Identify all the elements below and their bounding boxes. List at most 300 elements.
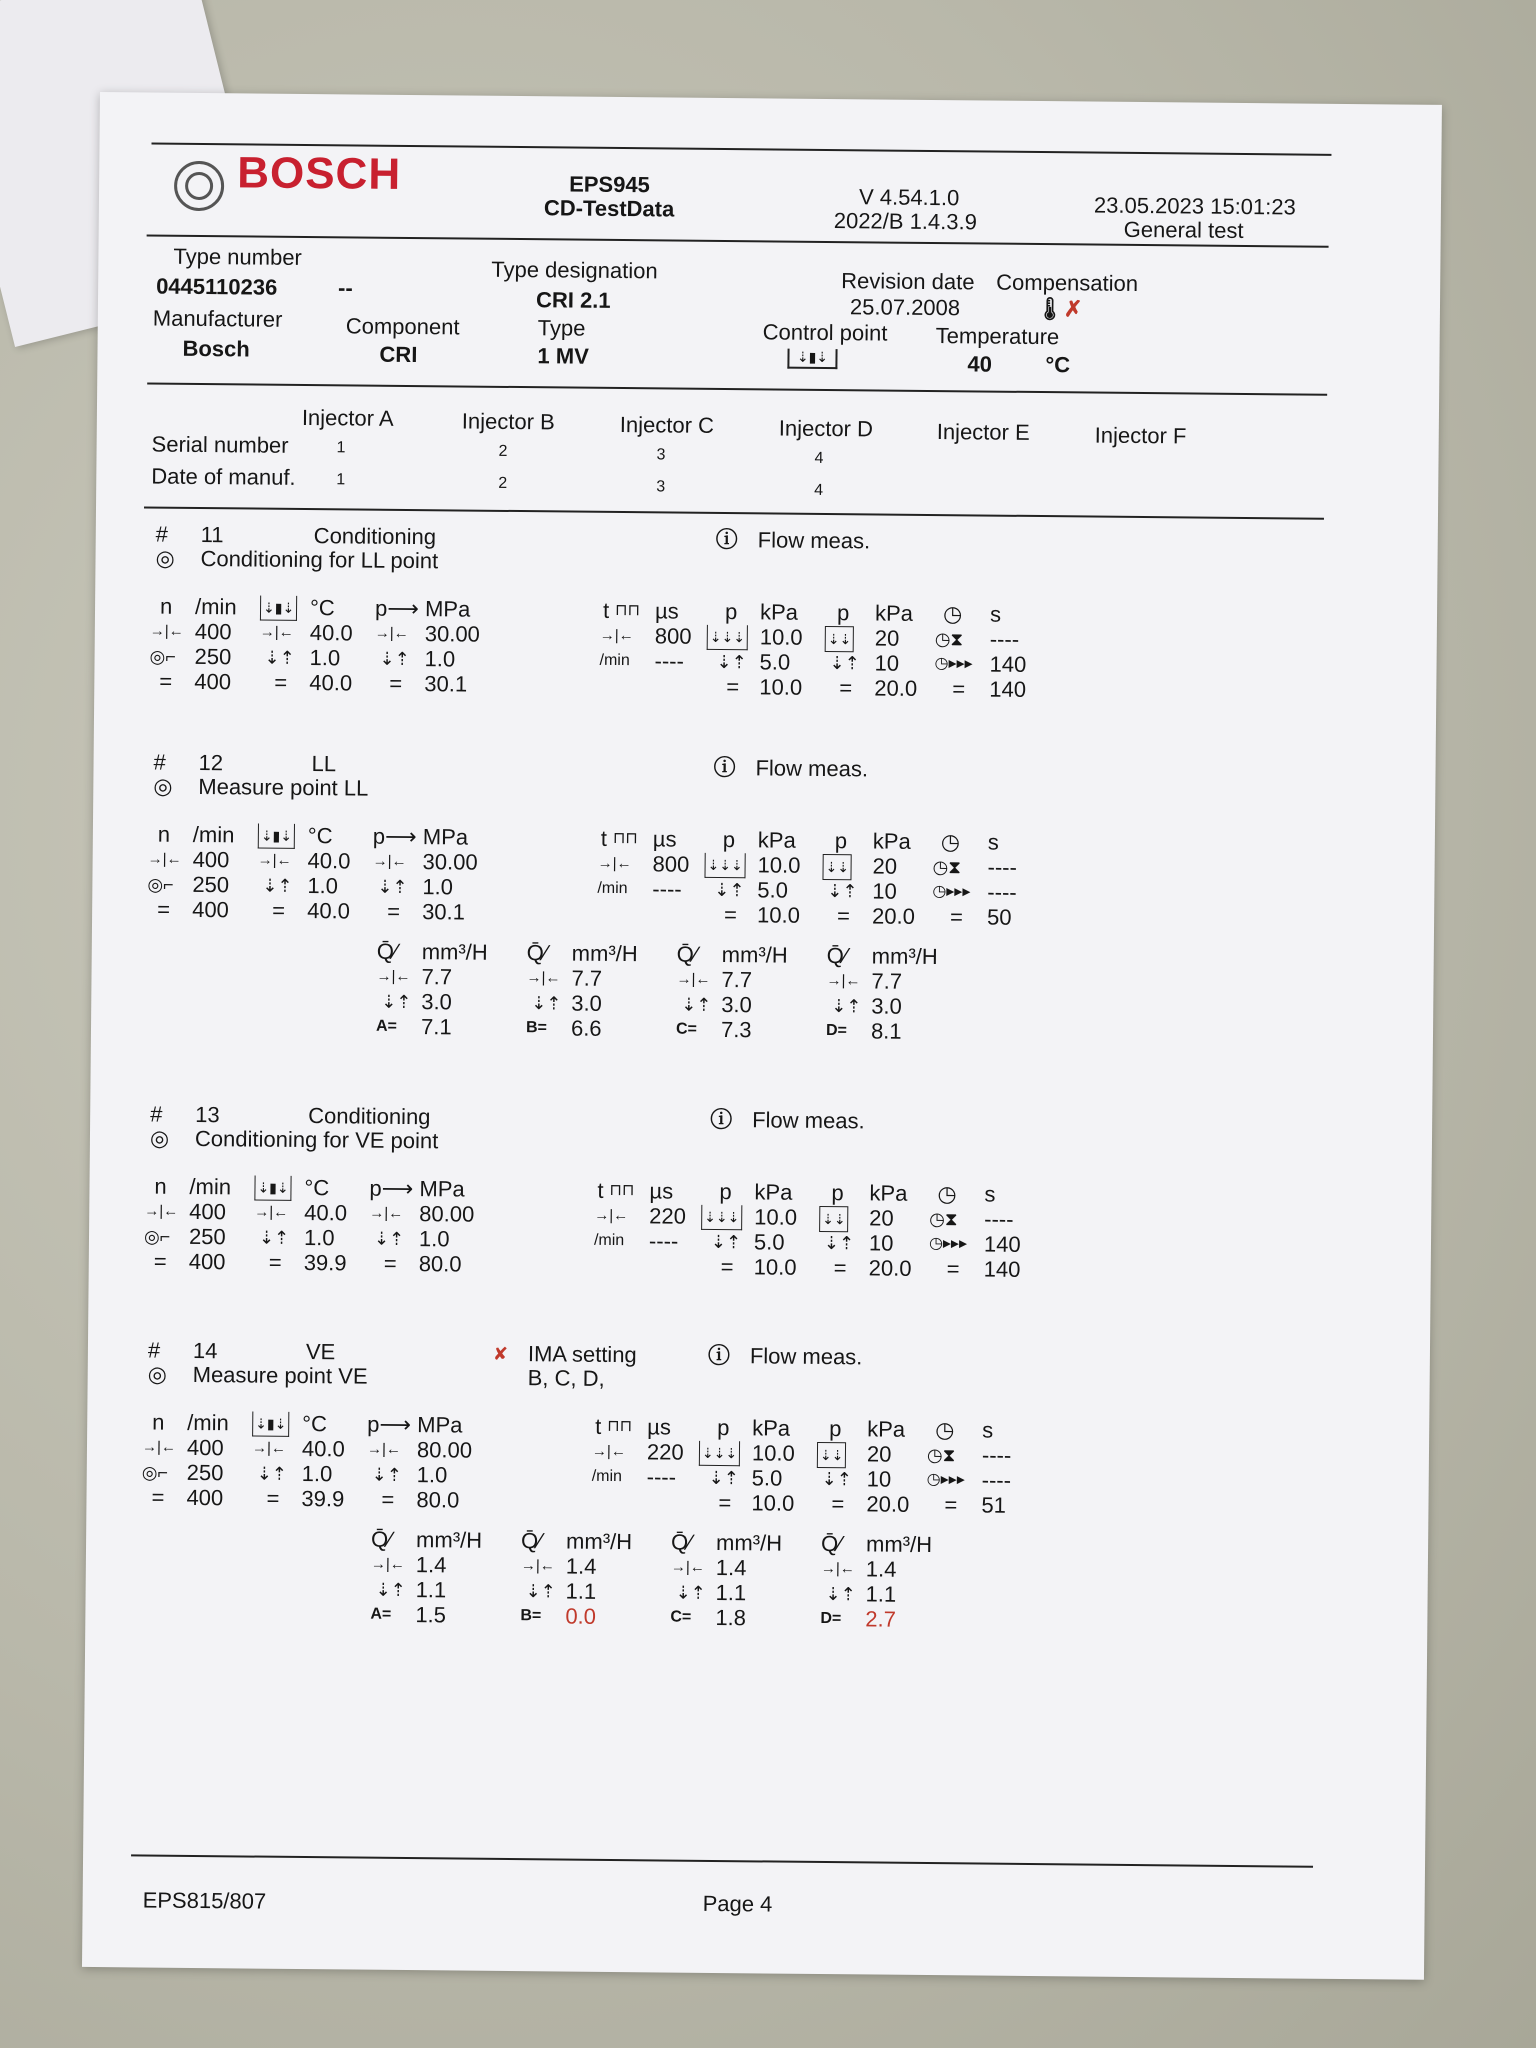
equals-icon: = xyxy=(833,1255,847,1281)
pressure-a-value: 10.0 xyxy=(759,624,803,650)
pressure-a-unit: kPa xyxy=(754,1179,793,1205)
inj-time-unit: µs xyxy=(649,1178,674,1204)
clock-hourglass-icon: ◷⧗ xyxy=(932,857,962,878)
equals-icon: = xyxy=(831,1491,845,1517)
ima-setting-list: B, C, D, xyxy=(527,1365,605,1391)
pressure-b-value: 20 xyxy=(874,625,900,651)
pressure-b-value: 10 xyxy=(874,650,900,676)
pressure-unit: MPa xyxy=(419,1176,465,1202)
clock-icon: ◷ xyxy=(937,1181,957,1207)
time-unit: s xyxy=(982,1417,994,1443)
temperature-value: 40.0 xyxy=(307,848,351,874)
tolerance-icon: ⇣⇡ xyxy=(377,876,408,897)
pressure-b-unit: kPa xyxy=(867,1416,906,1442)
pressure-a-unit: kPa xyxy=(757,827,796,853)
tolerance-icon: ⇣⇡ xyxy=(373,1228,405,1249)
inj-time-unit: µs xyxy=(647,1414,672,1440)
speed-head: n xyxy=(154,1173,167,1199)
speed-head: n xyxy=(152,1409,165,1435)
quantity-tolerance: 3.0 xyxy=(421,989,452,1015)
pressure-b-unit: kPa xyxy=(872,828,911,854)
pressure-value: 1.0 xyxy=(422,874,454,900)
quantity-tolerance: 3.0 xyxy=(721,992,752,1018)
time-value: 140 xyxy=(983,1231,1021,1257)
pressure-value: 80.00 xyxy=(419,1201,475,1227)
temperature-value: 39.9 xyxy=(301,1485,345,1512)
time-value: 140 xyxy=(989,676,1027,702)
nominal-icon: →|← xyxy=(149,622,184,640)
clock-icon: ◷ xyxy=(942,601,963,627)
date-c: 3 xyxy=(656,478,666,496)
equals-icon: = xyxy=(383,1250,397,1276)
quantity-unit: mm³/H xyxy=(421,939,488,965)
temperature-label: Temperature xyxy=(935,323,1060,350)
speed-value: 250 xyxy=(188,1223,226,1250)
quantity-icon: Q̄⁄ xyxy=(670,1529,693,1555)
pressure-head-icon: p⟶ xyxy=(369,1175,414,1202)
per-min-label: /min xyxy=(593,1231,625,1250)
pressure-value: 30.1 xyxy=(422,899,466,925)
quantity-unit: mm³/H xyxy=(715,1529,783,1556)
quantity-measured-label: B= xyxy=(520,1607,542,1625)
equals-icon: = xyxy=(157,896,171,922)
per-min-label: /min xyxy=(591,1467,623,1486)
test-kind: General test xyxy=(1123,216,1244,243)
pressure-a-unit: kPa xyxy=(759,599,799,625)
pump-icon: ◎ xyxy=(149,1125,170,1151)
quantity-icon: Q̄⁄ xyxy=(371,1526,393,1552)
pump-icon: ◎ xyxy=(155,545,175,571)
nominal-icon: →|← xyxy=(526,969,561,987)
type-value: 1 MV xyxy=(537,343,589,369)
pressure-value: 80.0 xyxy=(418,1251,462,1277)
step-name: Conditioning xyxy=(308,1103,431,1130)
temperature-value: 39.9 xyxy=(303,1250,347,1276)
per-min-label: /min xyxy=(599,651,630,670)
pressure-b-value: 20.0 xyxy=(866,1491,910,1517)
manufacturer: Bosch xyxy=(182,335,250,362)
tolerance-icon: ⇣⇡ xyxy=(379,648,410,669)
return-pressure-icon: ⇣⇣ xyxy=(822,854,852,880)
clock-run-icon: ◷▸▸▸ xyxy=(926,1471,965,1489)
rail-pressure-icon: ⇣⇣⇣ xyxy=(701,1205,742,1230)
clock-hourglass-icon: ◷⧗ xyxy=(926,1445,956,1466)
speed-value: 400 xyxy=(192,846,230,873)
pressure-a-value: 5.0 xyxy=(753,1229,785,1255)
temperature-unit: °C xyxy=(304,1175,330,1201)
inj-time-value: ---- xyxy=(646,1464,677,1490)
nominal-icon: →|← xyxy=(820,1559,855,1578)
nominal-icon: →|← xyxy=(251,1439,286,1457)
speed-ramp-icon: ◎⌐ xyxy=(143,1226,171,1247)
injector-e-header: Injector E xyxy=(936,419,1030,445)
temperature-value: 40.0 xyxy=(304,1200,348,1226)
pump-icon: ◎ xyxy=(147,1361,168,1387)
speed-value: 400 xyxy=(188,1248,226,1275)
speed-ramp-icon: ◎⌐ xyxy=(147,874,174,895)
quantity-unit: mm³/H xyxy=(865,1531,933,1558)
equals-icon: = xyxy=(151,1484,165,1510)
serial-d: 4 xyxy=(814,449,824,467)
pressure-b-value: 20 xyxy=(869,1205,894,1231)
pressure-a-value: 5.0 xyxy=(759,649,791,675)
divider xyxy=(147,382,1327,395)
quantity-tolerance: 3.0 xyxy=(571,990,602,1016)
temperature: 40 xyxy=(967,351,993,377)
equals-icon: = xyxy=(726,674,740,700)
speed-head: n xyxy=(159,593,173,619)
clock-icon: ◷ xyxy=(940,829,961,855)
tolerance-icon: ⇣⇡ xyxy=(716,651,747,673)
tolerance-icon: ⇣⇡ xyxy=(831,996,862,1017)
revision-date: 25.07.2008 xyxy=(849,294,961,321)
pressure-a-head: p xyxy=(722,827,736,853)
version: V 4.54.1.0 xyxy=(858,184,960,211)
quantity-measured-value: 1.8 xyxy=(715,1604,747,1631)
pressure-b-head: p xyxy=(834,828,848,854)
quantity-unit: mm³/H xyxy=(871,943,938,970)
inj-time-head: t xyxy=(597,1177,604,1203)
flow-meter-icon: ⓘ xyxy=(707,1342,731,1369)
footer-device: EPS815/807 xyxy=(142,1887,267,1914)
divider xyxy=(144,506,1324,519)
temperature-value: 40.0 xyxy=(307,898,351,924)
speed-value: 250 xyxy=(186,1459,224,1486)
pressure-b-head: p xyxy=(836,600,850,626)
tolerance-icon: ⇣⇡ xyxy=(262,875,293,896)
pressure-unit: MPa xyxy=(424,596,471,622)
tolerance-icon: ⇣⇡ xyxy=(825,1584,856,1605)
temperature-sensor-icon: ⇣▮⇣ xyxy=(258,824,295,849)
divider xyxy=(131,1854,1313,1867)
speed-value: 400 xyxy=(192,896,229,923)
revision-label: Revision date xyxy=(841,268,975,295)
equals-icon: = xyxy=(274,669,288,695)
equals-icon: = xyxy=(720,1254,734,1280)
per-min-label: /min xyxy=(597,879,628,898)
type-designation-label: Type designation xyxy=(491,256,658,284)
flow-meas-label: Flow meas. xyxy=(752,1107,865,1134)
tolerance-icon: ⇣⇡ xyxy=(827,881,858,902)
step-description: Measure point VE xyxy=(192,1361,368,1389)
date-b: 2 xyxy=(498,474,508,492)
tolerance-icon: ⇣⇡ xyxy=(675,1582,706,1603)
quantity-measured-value: 7.3 xyxy=(720,1017,752,1043)
nominal-icon: →|← xyxy=(144,1202,179,1220)
quantity-icon: Q̄⁄ xyxy=(820,1530,843,1557)
return-pressure-icon: ⇣⇣ xyxy=(819,1206,849,1232)
temperature-value: 40.0 xyxy=(309,670,353,696)
speed-unit: /min xyxy=(192,821,235,848)
pressure-unit: MPa xyxy=(422,824,469,850)
speed-unit: /min xyxy=(194,593,237,620)
equals-icon: = xyxy=(387,898,401,924)
step-hash: # xyxy=(155,521,169,547)
step-number: 13 xyxy=(195,1101,220,1128)
nominal-icon: →|← xyxy=(591,1442,626,1461)
bosch-logo-icon xyxy=(174,161,224,211)
pulse-icon: ⊓⊓ xyxy=(609,1181,635,1200)
quantity-nominal: 7.7 xyxy=(571,965,603,991)
flow-meas-label: Flow meas. xyxy=(757,527,871,554)
pressure-b-value: 20.0 xyxy=(868,1255,912,1281)
pressure-unit: MPa xyxy=(417,1412,463,1438)
temperature-sensor-icon: ⇣▮⇣ xyxy=(260,596,297,621)
pressure-a-value: 10.0 xyxy=(751,1440,795,1466)
flow-meter-icon: ⓘ xyxy=(715,526,738,553)
nominal-icon: →|← xyxy=(826,972,861,990)
pressure-a-unit: kPa xyxy=(752,1415,791,1441)
inj-time-head: t xyxy=(600,825,608,851)
pressure-b-value: 10 xyxy=(872,878,897,904)
pressure-head-icon: p⟶ xyxy=(374,595,419,622)
quantity-nominal: 1.4 xyxy=(715,1554,747,1581)
quantity-measured-value: 7.1 xyxy=(420,1014,452,1040)
pressure-a-head: p xyxy=(719,1178,732,1205)
speed-value: 250 xyxy=(194,643,232,670)
time-value: 50 xyxy=(987,904,1012,930)
equals-icon: = xyxy=(950,904,964,930)
control-point-label: Control point xyxy=(762,319,888,346)
time-unit: s xyxy=(987,829,999,855)
tolerance-icon: ⇣⇡ xyxy=(823,1233,855,1254)
speed-value: 400 xyxy=(186,1484,224,1511)
pressure-b-value: 20 xyxy=(872,853,898,879)
time-unit: s xyxy=(989,601,1002,627)
clock-run-icon: ◷▸▸▸ xyxy=(934,655,973,673)
nominal-icon: →|← xyxy=(372,852,407,870)
injector-b-header: Injector B xyxy=(461,408,555,435)
equals-icon: = xyxy=(837,903,851,929)
equals-icon: = xyxy=(272,897,286,923)
serial-b: 2 xyxy=(498,442,508,460)
ima-setting-label: IMA setting xyxy=(527,1341,637,1368)
equals-icon: = xyxy=(266,1485,280,1511)
return-pressure-icon: ⇣⇣ xyxy=(817,1442,847,1468)
temperature-value: 1.0 xyxy=(303,1225,335,1251)
nominal-icon: →|← xyxy=(599,626,634,645)
tolerance-icon: ⇣⇡ xyxy=(531,993,562,1014)
nominal-icon: →|← xyxy=(374,624,409,642)
pressure-b-value: 10 xyxy=(866,1466,892,1492)
component-label: Component xyxy=(345,313,460,340)
speed-value: 250 xyxy=(192,871,230,898)
pressure-b-value: 10 xyxy=(868,1230,894,1256)
nominal-icon: →|← xyxy=(369,1204,404,1222)
date-of-manuf-label: Date of manuf. xyxy=(151,463,296,490)
time-value: ---- xyxy=(981,1442,1012,1468)
equals-icon: = xyxy=(389,670,403,696)
inj-time-value: 800 xyxy=(652,851,690,877)
equals-icon: = xyxy=(839,675,853,701)
temperature-sensor-icon: ⇣▮⇣ xyxy=(252,1412,289,1437)
tolerance-icon: ⇣⇡ xyxy=(256,1463,288,1484)
type-label: Type xyxy=(537,315,586,341)
manufacturer-label: Manufacturer xyxy=(152,305,283,332)
quantity-icon: Q̄⁄ xyxy=(526,940,548,966)
temperature-value: 1.0 xyxy=(307,873,339,899)
pressure-b-unit: kPa xyxy=(874,600,914,626)
pressure-value: 30.00 xyxy=(422,849,478,875)
tolerance-icon: ⇣⇡ xyxy=(708,1467,739,1489)
quantity-tolerance: 1.1 xyxy=(565,1578,597,1604)
quantity-measured-label: D= xyxy=(820,1609,842,1628)
serial-number-label: Serial number xyxy=(151,431,289,458)
equals-icon: = xyxy=(952,676,966,702)
speed-value: 400 xyxy=(189,1198,227,1225)
pressure-a-value: 10.0 xyxy=(757,902,801,928)
pressure-value: 80.0 xyxy=(416,1487,460,1513)
type-designation: CRI 2.1 xyxy=(535,287,611,313)
quantity-measured-label: A= xyxy=(370,1605,392,1623)
type-number: 0445110236 xyxy=(156,273,278,300)
tolerance-icon: ⇣⇡ xyxy=(681,994,712,1015)
inj-time-unit: µs xyxy=(652,826,677,852)
nominal-icon: →|← xyxy=(254,1203,289,1221)
speed-value: 400 xyxy=(194,668,232,695)
time-value: ---- xyxy=(989,626,1020,652)
time-value: 140 xyxy=(989,651,1027,677)
temperature-unit: °C xyxy=(1045,352,1071,378)
compensation-label: Compensation xyxy=(996,269,1139,296)
pressure-head-icon: p⟶ xyxy=(372,823,417,850)
pressure-b-value: 20 xyxy=(866,1441,892,1467)
quantity-unit: mm³/H xyxy=(415,1527,483,1553)
rail-pressure-icon: ⇣⇣⇣ xyxy=(707,625,748,650)
tolerance-icon: ⇣⇡ xyxy=(258,1227,290,1248)
equals-icon: = xyxy=(159,668,173,694)
page-number: Page 4 xyxy=(702,1890,773,1917)
date-a: 1 xyxy=(336,471,346,489)
step-name: LL xyxy=(311,751,337,777)
step-number: 14 xyxy=(192,1337,218,1364)
pump-icon: ◎ xyxy=(153,773,173,799)
pressure-a-value: 10.0 xyxy=(759,674,803,700)
quantity-nominal: 7.7 xyxy=(871,968,903,994)
quantity-measured-label: A= xyxy=(375,1017,398,1035)
pressure-a-value: 10.0 xyxy=(757,852,801,878)
quantity-nominal: 1.4 xyxy=(415,1552,447,1578)
serial-c: 3 xyxy=(656,446,666,464)
step-name: Conditioning xyxy=(313,523,437,550)
nominal-icon: →|← xyxy=(366,1440,401,1458)
type-number-label: Type number xyxy=(173,243,302,270)
time-value: ---- xyxy=(987,879,1017,905)
pressure-value: 80.00 xyxy=(416,1437,473,1463)
step-name: VE xyxy=(305,1339,336,1365)
injector-c-header: Injector C xyxy=(619,412,715,438)
inj-time-value: ---- xyxy=(652,876,682,902)
inj-time-value: ---- xyxy=(654,648,684,674)
tolerance-icon: ⇣⇡ xyxy=(264,647,295,668)
tolerance-icon: ⇣⇡ xyxy=(371,1464,403,1485)
quantity-tolerance: 1.1 xyxy=(865,1581,897,1607)
serial-a: 1 xyxy=(336,439,346,457)
pressure-value: 30.1 xyxy=(424,671,468,697)
injector-a-header: Injector A xyxy=(301,404,394,431)
datetime: 23.05.2023 15:01:23 xyxy=(1093,192,1296,220)
equals-icon: = xyxy=(724,902,738,928)
step-number: 12 xyxy=(198,749,224,776)
flow-meter-icon: ⓘ xyxy=(710,1106,733,1133)
step-hash: # xyxy=(153,749,166,775)
tolerance-icon: ⇣⇡ xyxy=(829,653,860,674)
injector-d-header: Injector D xyxy=(778,415,874,442)
equals-icon: = xyxy=(268,1249,282,1275)
quantity-icon: Q̄⁄ xyxy=(376,938,398,964)
tolerance-icon: ⇣⇡ xyxy=(525,1581,556,1602)
pulse-icon: ⊓⊓ xyxy=(614,601,641,620)
step-description: Conditioning for LL point xyxy=(200,545,439,574)
temperature-value: 1.0 xyxy=(309,645,341,671)
type-number-suffix: -- xyxy=(338,275,353,301)
time-value: 140 xyxy=(983,1256,1021,1282)
clock-run-icon: ◷▸▸▸ xyxy=(928,1235,968,1253)
speed-ramp-icon: ◎⌐ xyxy=(141,1462,169,1483)
date-d: 4 xyxy=(814,481,824,499)
speed-unit: /min xyxy=(187,1409,229,1436)
quantity-measured-value: 0.0 xyxy=(565,1603,597,1629)
temperature-value: 40.0 xyxy=(301,1436,345,1462)
tolerance-icon: ⇣⇡ xyxy=(821,1468,852,1490)
quantity-icon: Q̄⁄ xyxy=(826,943,848,969)
injector-f-header: Injector F xyxy=(1094,422,1187,449)
quantity-measured-value: 6.6 xyxy=(570,1015,602,1041)
quantity-measured-value: 8.1 xyxy=(870,1018,902,1044)
equals-icon: = xyxy=(718,1490,732,1516)
pressure-a-value: 5.0 xyxy=(757,877,789,903)
time-value: ---- xyxy=(987,854,1018,880)
nominal-icon: →|← xyxy=(597,854,632,873)
pressure-value: 30.00 xyxy=(424,621,480,647)
tolerance-icon: ⇣⇡ xyxy=(710,1231,742,1253)
nominal-icon: →|← xyxy=(259,623,294,641)
inj-time-head: t xyxy=(595,1413,602,1439)
pressure-value: 1.0 xyxy=(418,1226,450,1252)
nominal-icon: →|← xyxy=(670,1558,705,1576)
nominal-icon: →|← xyxy=(147,850,182,868)
equals-icon: = xyxy=(381,1486,395,1512)
inj-time-value: 220 xyxy=(646,1439,684,1465)
time-value: ---- xyxy=(984,1206,1014,1232)
version-sub: 2022/B 1.4.3.9 xyxy=(833,208,978,235)
inj-time-unit: µs xyxy=(654,598,679,624)
pressure-value: 1.0 xyxy=(416,1462,448,1488)
speed-head: n xyxy=(157,821,171,847)
quantity-unit: mm³/H xyxy=(565,1528,633,1555)
temperature-unit: °C xyxy=(309,595,335,621)
clock-icon: ◷ xyxy=(935,1417,955,1443)
tolerance-icon: ⇣⇡ xyxy=(381,991,412,1013)
equals-icon: = xyxy=(946,1256,960,1282)
inj-time-value: 800 xyxy=(654,623,692,649)
nominal-icon: →|← xyxy=(370,1555,405,1573)
nominal-icon: →|← xyxy=(594,1206,629,1225)
step-hash: # xyxy=(147,1337,161,1363)
flow-meas-label: Flow meas. xyxy=(749,1343,863,1370)
quantity-measured-label: C= xyxy=(670,1608,692,1626)
quantity-measured-value: 2.7 xyxy=(865,1606,897,1632)
speed-unit: /min xyxy=(189,1173,232,1200)
clock-run-icon: ◷▸▸▸ xyxy=(932,883,971,901)
product-sub: CD-TestData xyxy=(543,195,675,222)
quantity-nominal: 7.7 xyxy=(421,964,453,990)
quantity-measured-label: B= xyxy=(525,1019,548,1037)
speed-value: 400 xyxy=(186,1434,224,1461)
quantity-nominal: 7.7 xyxy=(721,967,753,993)
return-pressure-icon: ⇣⇣ xyxy=(825,626,855,652)
control-point-icon: ⇣▮⇣ xyxy=(787,349,837,369)
